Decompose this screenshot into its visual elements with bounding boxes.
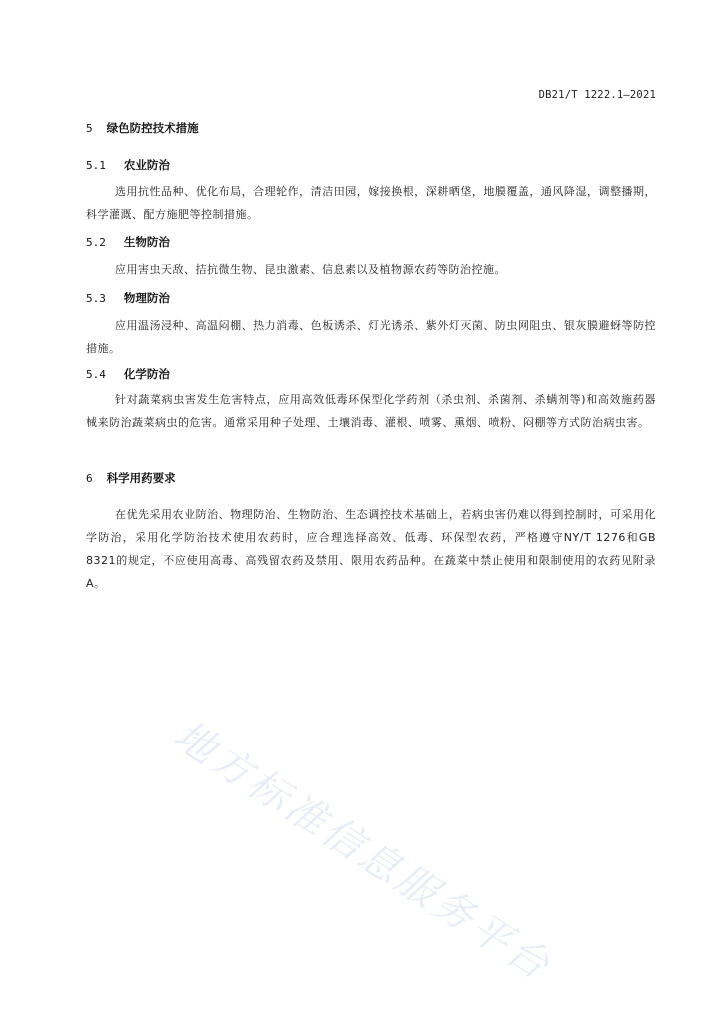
section-title: 化学防治 bbox=[123, 367, 170, 381]
watermark-text: 地方标准信息服务平台 bbox=[165, 712, 560, 991]
section-5-1-text: 选用抗性品种、优化布局，合理轮作，清洁田园，嫁接换根，深耕晒垡，地膜覆盖，通风降湿，调整播期，科学灌溉、配方施肥等控制措施。 bbox=[86, 185, 656, 221]
section-5-2-heading bbox=[86, 234, 170, 250]
section-5-3-heading bbox=[86, 290, 170, 306]
section-6-heading bbox=[86, 470, 176, 486]
document-id: DB21/T 1222.1—2021 bbox=[538, 89, 656, 101]
section-number: 5 bbox=[86, 122, 93, 135]
section-6-text: 在优先采用农业防治、物理防治、生物防治、生态调控技术基础上，若病虫害仍难以得到控制时，可采用化学防治，采用化学防治技术使用农药时，应合理选择高效、低毒、环保型农药，严格遵守NY/T 1276和GB 8321的规定，不应使用高毒、高残留农药及禁用、限用农药品种。在蔬菜中禁止使用和限制使用的农药见附录A。 bbox=[86, 508, 656, 590]
section-title: 生物防治 bbox=[123, 235, 170, 249]
section-5-heading bbox=[86, 120, 199, 136]
section-5-3-text: 应用温汤浸种、高温闷棚、热力消毒、色板诱杀、灯光诱杀、紫外灯灭菌、防虫网阻虫、银灰膜避蚜等防控措施。 bbox=[86, 319, 656, 355]
section-number: 6 bbox=[86, 472, 93, 485]
section-5-4-text: 针对蔬菜病虫害发生危害特点，应用高效低毒环保型化学药剂（杀虫剂、杀菌剂、杀螨剂等)和高效施药器械来防治蔬菜病虫的危害。通常采用种子处理、土壤消毒、灌根、喷雾、熏烟、喷粉、闷棚等方式防治病虫害。 bbox=[86, 393, 656, 429]
section-title: 科学用药要求 bbox=[106, 471, 176, 485]
section-5-1-heading bbox=[86, 157, 170, 173]
section-number: 5.1 bbox=[86, 159, 106, 172]
section-5-2-text: 应用害虫天敌、拮抗微生物、昆虫激素、信息素以及植物源农药等防治控施。 bbox=[115, 263, 506, 276]
section-title: 绿色防控技术措施 bbox=[106, 121, 199, 135]
section-number: 5.4 bbox=[86, 368, 106, 381]
section-title: 农业防治 bbox=[123, 158, 170, 172]
section-5-4-heading bbox=[86, 366, 170, 382]
section-number: 5.3 bbox=[86, 292, 106, 305]
section-title: 物理防治 bbox=[123, 291, 170, 305]
section-number: 5.2 bbox=[86, 236, 106, 249]
